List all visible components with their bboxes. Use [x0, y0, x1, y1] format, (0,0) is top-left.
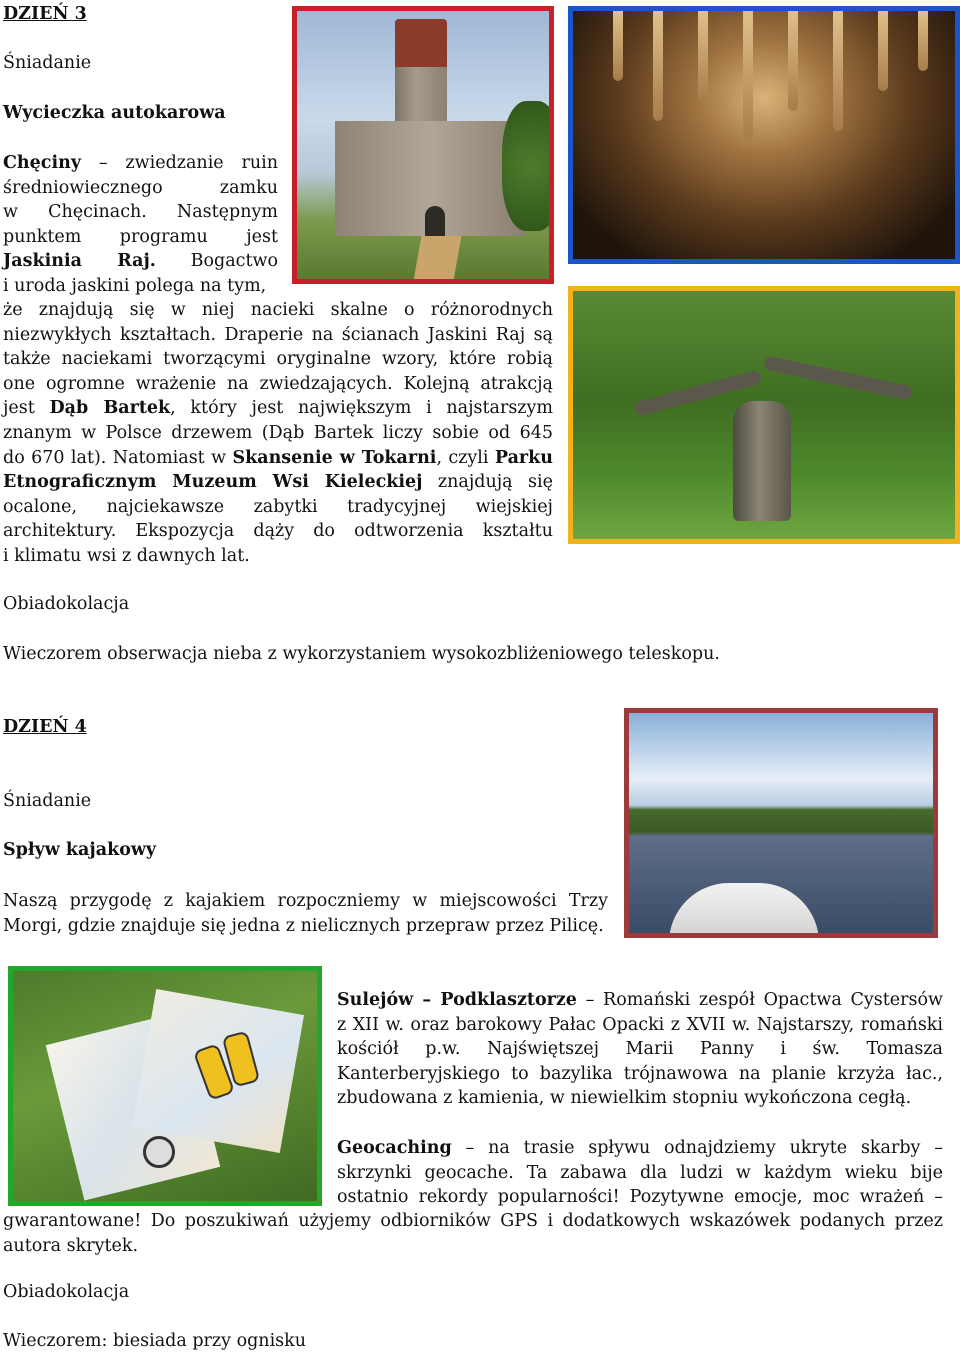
oak-branch	[763, 356, 913, 401]
kayak-line: Morgi, gdzie znajduje się jedna z nielicznych przepraw przez Pilicę.	[3, 915, 604, 936]
compass	[143, 1136, 175, 1168]
oak-trunk	[733, 401, 791, 521]
text: jest	[3, 398, 50, 419]
stalactite	[613, 11, 623, 81]
castle-tree	[502, 101, 554, 231]
text: , czyli	[436, 447, 495, 468]
geo-line: autora skrytek.	[3, 1235, 139, 1256]
day3-breakfast: Śniadanie	[3, 53, 92, 73]
day3-intro-line-2: średniowiecznego zamku	[3, 177, 278, 198]
stalactite	[743, 11, 753, 141]
body-line	[3, 396, 553, 421]
gps-maps-photo	[8, 966, 322, 1206]
day3-intro-column	[3, 151, 278, 299]
kayak-bow	[669, 883, 819, 938]
text: znajdują się	[422, 472, 553, 493]
day4-kayak-title: Spływ kajakowy	[3, 840, 157, 860]
geocaching-section	[337, 1136, 943, 1210]
museum-name: Etnograficznym Muzeum Wsi Kieleckiej	[3, 472, 423, 493]
body-line: znanym w Polsce drzewem (Dąb Bartek liczy sobie od 645	[3, 422, 553, 443]
day3-intro-line-1	[3, 151, 278, 176]
day3-intro-line-4: punktem programu jest	[3, 226, 278, 247]
day3-body	[3, 298, 553, 569]
text: – na trasie spływu odnajdziemy ukryte skarby –	[451, 1138, 943, 1158]
day3-evening: Wieczorem obserwacja nieba z wykorzystaniem wysokozbliżeniowego teleskopu.	[3, 644, 720, 664]
park-label: Parku	[494, 447, 554, 468]
text: , który jest największym i najstarszym	[170, 398, 553, 419]
text: do 670 lat). Natomiast w	[3, 447, 233, 468]
geocaching-title: Geocaching	[337, 1138, 452, 1158]
cave-photo	[568, 6, 960, 264]
body-line: i klimatu wsi z dawnych lat.	[3, 545, 250, 566]
stalactite	[878, 11, 888, 91]
sulejow-line: zbudowana z kamienia, w niewielkim stopniu wykończona cegłą.	[337, 1088, 912, 1109]
sulejow-title: Sulejów – Podklasztorze	[337, 990, 577, 1010]
castle-door	[425, 206, 445, 236]
place-checiny: Chęciny	[3, 153, 81, 173]
geo-line: ostatnio rekordy popularności! Pozytywne emocje, moc wrażeń –	[337, 1187, 943, 1208]
stalactite	[833, 11, 843, 131]
castle-path	[413, 236, 462, 284]
day3-dinner: Obiadokolacja	[3, 594, 130, 614]
kayak-line: Naszą przygodę z kajakiem rozpoczniemy w miejscowości Trzy	[3, 891, 608, 911]
geo-line: skrzynki geocache. Ta zabawa dla ludzi w każdym wieku bije	[337, 1162, 943, 1183]
intro-text: – zwiedzanie ruin	[98, 153, 278, 173]
skansen-tokarnia: Skansenie w Tokarni	[232, 447, 437, 468]
stalactite	[918, 11, 928, 71]
oak-bartek-photo	[568, 286, 960, 544]
day4-evening: Wieczorem: biesiada przy ognisku	[3, 1331, 307, 1351]
dab-bartek: Dąb Bartek	[49, 398, 171, 419]
geo-line	[337, 1136, 943, 1161]
body-line: niezwykłych kształtach. Draperie na ścianach Jaskini Raj są	[3, 324, 553, 345]
body-line: także naciekami tworzącymi oryginalne wzory, które robią	[3, 349, 553, 370]
stalactite	[698, 11, 708, 101]
cave-name: Jaskinia Raj.	[3, 251, 156, 272]
castle-photo	[292, 6, 554, 284]
day3-heading: DZIEŃ 3	[3, 4, 87, 24]
day3-intro-line-6: i uroda jaskini polega na tym,	[3, 275, 267, 296]
day4-breakfast: Śniadanie	[3, 791, 92, 811]
geocaching-continued	[3, 1209, 943, 1258]
sulejow-line: kościół p.w. Najświętszej Marii Panny i św. Tomasza	[337, 1039, 943, 1060]
text: – Romański zespół Opactwa Cystersów	[576, 990, 943, 1010]
day3-intro-line-5	[3, 249, 278, 274]
river-kayak-photo	[624, 708, 938, 938]
day3-intro-line-3: w Chęcinach. Następnym	[3, 202, 278, 223]
castle-tower-top	[395, 19, 447, 67]
sulejow-line: z XII w. oraz barokowy Pałac Opacki z XVII w. Najstarszy, romański	[337, 1014, 943, 1035]
day4-heading: DZIEŃ 4	[3, 717, 87, 737]
stalactite	[788, 11, 798, 111]
body-line: one ogromne wrażenie na zwiedzających. Kolejną atrakcją	[3, 373, 553, 394]
day4-dinner: Obiadokolacja	[3, 1282, 130, 1302]
day4-kayak-text	[3, 889, 608, 938]
body-line	[3, 446, 553, 471]
sulejow-line: Kanterberyjskiego to bazylika trójnawowa na planie krzyża łac.,	[337, 1063, 943, 1084]
sulejow-section	[337, 988, 943, 1111]
body-line	[3, 470, 553, 495]
stalactite	[653, 11, 663, 121]
body-line: że znajdują się w niej nacieki skalne o różnorodnych	[3, 300, 553, 320]
sulejow-line	[337, 988, 943, 1013]
body-line: architektury. Ekspozycja dąży do odtworzenia kształtu	[3, 521, 553, 542]
day3-trip-title: Wycieczka autokarowa	[3, 103, 226, 123]
geo-line: gwarantowane! Do poszukiwań użyjemy odbiorników GPS i dodatkowych wskazówek podanych przez	[3, 1211, 943, 1231]
body-line: ocalone, najciekawsze zabytki tradycyjnej wiejskiej	[3, 496, 553, 517]
cave-after: Bogactwo	[155, 251, 278, 272]
